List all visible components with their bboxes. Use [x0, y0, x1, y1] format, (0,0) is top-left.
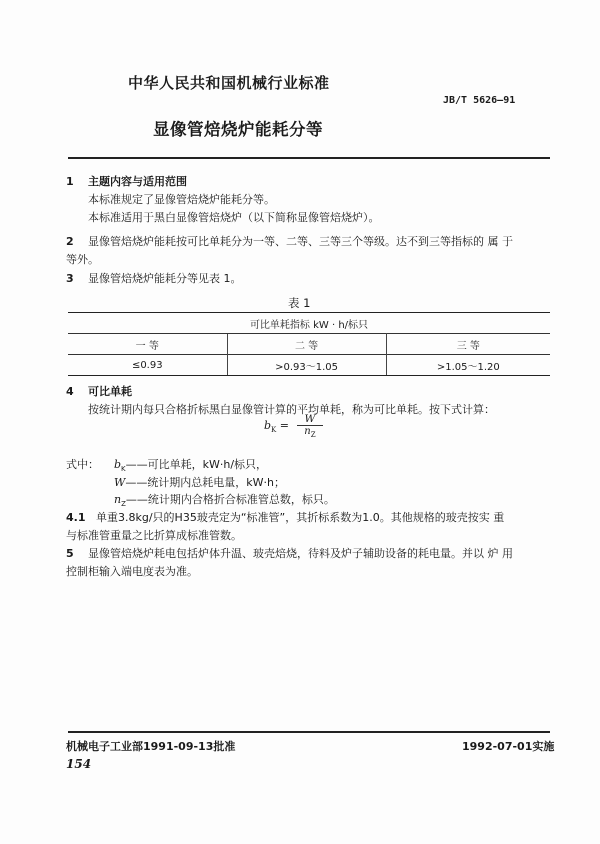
def-text: ——可比单耗，kW·h/标只， [125, 458, 268, 471]
denominator-subscript: Z [310, 431, 316, 439]
section-heading: 可比单耗 [88, 385, 132, 398]
section-number: 3 [66, 272, 74, 285]
table-value-row [68, 355, 550, 376]
grade-2-header: 二 等 [227, 334, 386, 355]
grade-3-value: >1.05～1.20 [386, 355, 550, 376]
page-number: 154 [66, 757, 92, 771]
section-2-line-2: 等外。 [66, 253, 99, 266]
formula-lhs-subscript: K [271, 426, 277, 435]
implementation-date: 1992-07-01实施 [462, 740, 555, 753]
formula-lhs: b [264, 419, 272, 432]
def-subscript: K [121, 465, 126, 474]
section-text: 显像管焙烧炉耗电包括炉体升温、玻壳焙烧，待料及炉子辅助设备的耗电量。并以 炉 用 [88, 547, 513, 560]
section-number: 4 [66, 385, 74, 398]
formula [264, 413, 323, 439]
section-text: 单重3.8kg/只的H35玻壳定为“标准管”，其折标系数为1.0。其他规格的玻壳按实 重 [96, 511, 505, 524]
standard-organization: 中华人民共和国机械行业标准 [128, 74, 330, 92]
section-number: 2 [66, 235, 74, 248]
table-grade-row [68, 334, 550, 355]
document-title: 显像管焙烧炉能耗分等 [153, 120, 323, 139]
section-3 [66, 270, 242, 288]
definition-w [114, 474, 285, 492]
def-symbol: n [114, 493, 122, 506]
header-divider [68, 157, 550, 159]
section-1-heading [66, 173, 187, 191]
grade-1-value: ≤0.93 [68, 355, 227, 376]
section-number: 5 [66, 547, 74, 560]
def-text: ——统计期内总耗电量，kW·h； [125, 476, 286, 489]
standard-code: JB/T 5626—91 [443, 95, 516, 106]
section-4-text: 按统计期内每只合格折标黑白显像管计算的平均单耗，称为可比单耗。按下式计算： [88, 403, 495, 416]
def-text: ——统计期内合格折合标准管总数，标只。 [125, 493, 335, 506]
table-header: 可比单耗指标 kW · h/标只 [68, 313, 550, 334]
table-caption: 表 1 [288, 296, 311, 310]
grade-2-value: >0.93～1.05 [227, 355, 386, 376]
section-4-heading [66, 383, 132, 401]
section-1-paragraph-1: 本标准规定了显像管焙烧炉能耗分等。 [88, 193, 275, 206]
section-1-paragraph-2: 本标准适用于黑白显像管焙烧炉（以下简称显像管焙烧炉）。 [88, 211, 380, 224]
formula-fraction [297, 413, 324, 439]
where-label: 式中： [66, 458, 99, 471]
def-symbol: b [114, 458, 122, 471]
section-text: 显像管焙烧炉能耗按可比单耗分为一等、二等、三等三个等级。达不到三等指标的 属 于 [88, 235, 513, 248]
denominator-symbol: n [304, 426, 311, 437]
formula-equals: = [276, 419, 293, 432]
section-heading: 主题内容与适用范围 [88, 175, 187, 188]
section-4-1-line-1 [66, 509, 504, 527]
approval-text: 机械电子工业部1991-09-13批准 [66, 740, 236, 753]
def-symbol: W [114, 476, 126, 489]
section-2-line-1 [66, 233, 513, 251]
section-4-1-line-2: 与标准管重量之比折算成标准管数。 [66, 529, 242, 542]
section-number: 4.1 [66, 511, 86, 524]
section-number: 1 [66, 175, 74, 188]
energy-grade-table [68, 312, 550, 376]
formula-denominator [297, 426, 324, 439]
grade-3-header: 三 等 [386, 334, 550, 355]
def-subscript: Z [121, 500, 126, 509]
table-header-row [68, 313, 550, 334]
section-text: 显像管焙烧炉能耗分等见表 1。 [88, 272, 242, 285]
formula-numerator: W [297, 413, 324, 426]
grade-1-header: 一 等 [68, 334, 227, 355]
section-5-line-2: 控制柜输入端电度表为准。 [66, 565, 198, 578]
section-5-line-1 [66, 545, 513, 563]
footer-divider [68, 731, 550, 733]
